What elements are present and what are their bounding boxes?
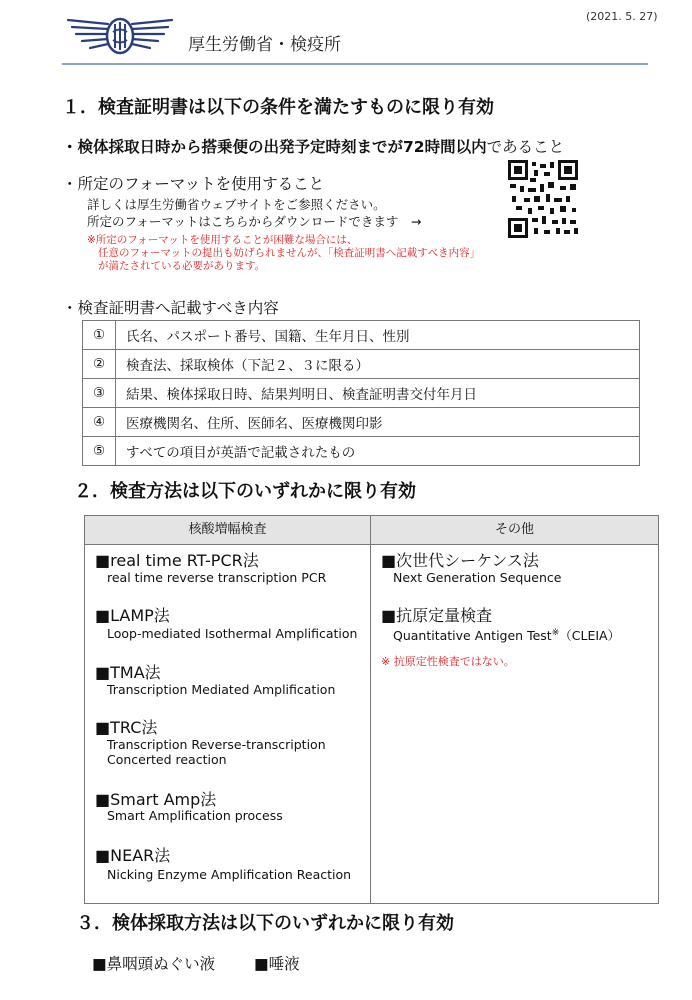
item-text: すべての項目が英語で記載されたもの	[116, 437, 640, 466]
column-header-nucleic-acid: 核酸増幅検査	[85, 516, 371, 545]
format-detail-download: 所定のフォーマットはこちらからダウンロードできます →	[87, 214, 422, 229]
method-name: ■real time RT-PCR法	[95, 551, 259, 570]
section2-title: ２．検査方法は以下のいずれかに限り有効	[74, 481, 416, 502]
condition-72-hours-rest: であること	[486, 138, 565, 156]
column-header-other: その他	[371, 516, 658, 545]
required-items-table	[82, 320, 640, 466]
method-description: Transcription Reverse-transcription	[107, 737, 326, 752]
method-name: ■LAMP法	[95, 606, 170, 625]
format-detail-website: 詳しくは厚生労働省ウェブサイトをご参照ください。	[87, 197, 386, 212]
method-name: ■TMA法	[95, 663, 161, 682]
method-name: ■NEAR法	[95, 846, 171, 865]
table-row	[83, 350, 640, 379]
method-name: ■Smart Amp法	[95, 790, 217, 809]
table-row	[83, 408, 640, 437]
document-date: (2021. 5. 27)	[586, 10, 658, 23]
items-heading: ・検査証明書へ記載すべき内容	[62, 299, 279, 317]
condition-72-hours	[62, 135, 564, 157]
table-row	[83, 379, 640, 408]
condition-72-hours-bold: ・検体採取日時から搭乗便の出発予定時刻までが72時間以内	[62, 138, 487, 156]
method-description: Loop-mediated Isothermal Amplification	[107, 626, 358, 641]
table-row	[83, 321, 640, 350]
format-note-3: が満たされている必要があります。	[98, 260, 266, 272]
format-note-1: ※所定のフォーマットを使用することが困難な場合には、	[87, 234, 358, 246]
condition-format: ・所定のフォーマットを使用すること	[62, 175, 325, 193]
specimen-option: ■唾液	[254, 955, 300, 973]
test-methods-table	[84, 515, 659, 904]
method-description-suffix: （CLEIA）	[559, 628, 621, 644]
qr-code-icon[interactable]	[508, 160, 578, 238]
item-number: ①	[83, 321, 116, 350]
organization-name: 厚生労働省・検疫所	[188, 35, 341, 55]
column-divider	[370, 544, 371, 903]
specimen-option: ■鼻咽頭ぬぐい液	[92, 955, 216, 973]
item-number: ④	[83, 408, 116, 437]
method-description: Nicking Enzyme Amplification Reaction	[107, 867, 352, 882]
item-number: ③	[83, 379, 116, 408]
format-note-2: 任意のフォーマットの提出も妨げられませんが、「検査証明書へ記載すべき内容」	[98, 247, 481, 259]
method-name: ■TRC法	[95, 718, 158, 737]
antigen-note: ※ 抗原定性検査ではない。	[381, 655, 515, 668]
item-text: 結果、検体採取日時、結果判明日、検査証明書交付年月日	[116, 379, 640, 408]
section3-title: ３．検体採取方法は以下のいずれかに限り有効	[76, 913, 454, 934]
footnote-mark: ※	[551, 628, 560, 638]
item-text: 医療機関名、住所、医師名、医療機関印影	[116, 408, 640, 437]
method-description: Transcription Mediated Amplification	[107, 682, 336, 697]
method-description: Smart Amplification process	[107, 808, 283, 823]
header-rule	[62, 63, 648, 65]
method-description-text: Quantitative Antigen Test	[393, 628, 552, 644]
quarantine-logo-icon	[64, 10, 176, 62]
item-number: ⑤	[83, 437, 116, 466]
section1-title: １．検査証明書は以下の条件を満たすものに限り有効	[62, 97, 494, 118]
table-row	[83, 437, 640, 466]
method-name: ■抗原定量検査	[381, 606, 493, 625]
item-text: 検査法、採取検体（下記２、３に限る）	[116, 350, 640, 379]
method-description-line2: Concerted reaction	[107, 752, 227, 767]
method-description: Next Generation Sequence	[393, 570, 562, 585]
method-description: real time reverse transcription PCR	[107, 570, 327, 585]
method-description	[393, 626, 620, 643]
item-text: 氏名、パスポート番号、国籍、生年月日、性別	[116, 321, 640, 350]
item-number: ②	[83, 350, 116, 379]
method-name: ■次世代シーケンス法	[381, 551, 539, 570]
